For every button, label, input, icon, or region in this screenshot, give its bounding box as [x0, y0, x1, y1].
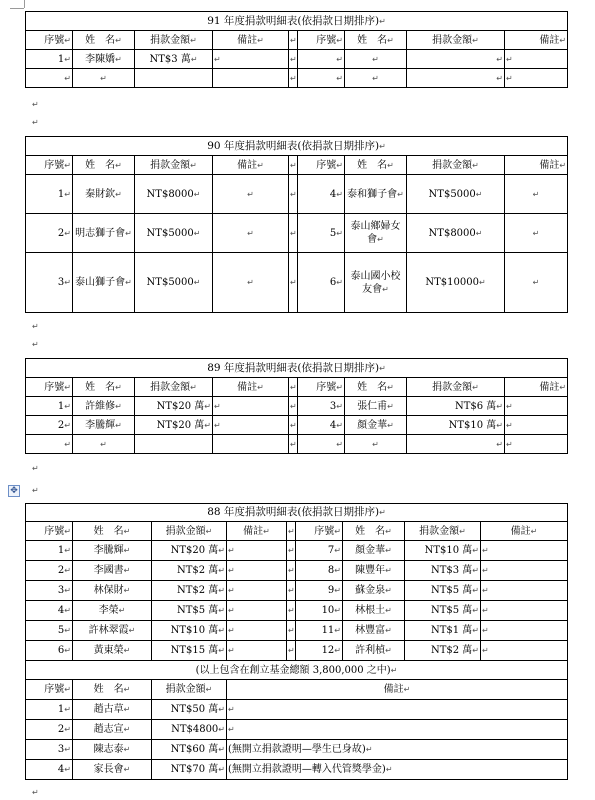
split-cell: ↵ [289, 253, 298, 313]
row-amount: NT$2 萬↵ [405, 641, 481, 661]
row-remark: ↵ [505, 397, 568, 416]
header-cell: 序號↵ [26, 378, 73, 397]
split-cell: ↵ [289, 416, 298, 435]
header-cell: 備註↵ [505, 156, 568, 175]
header-cell: 姓 名↵ [73, 522, 152, 541]
header-cell: 序號↵ [296, 522, 343, 541]
row-remark: ↵ [213, 397, 289, 416]
row-no: 1↵ [26, 175, 73, 214]
row-remark: ↵ [505, 175, 568, 214]
row-no: 10↵ [296, 601, 343, 621]
paragraph-mark: ↵ [32, 788, 39, 797]
row-name: 李騰輝↵ [73, 416, 135, 435]
row-name: 許維修↵ [73, 397, 135, 416]
row-amount: NT$3 萬↵ [135, 50, 213, 69]
row-remark: ↵ [213, 50, 289, 69]
header-cell: 捐款金額↵ [407, 156, 505, 175]
split-cell: ↵ [287, 601, 296, 621]
row-remark: ↵ [227, 561, 287, 581]
split-cell: ↵ [289, 31, 298, 50]
row-amount: NT$8000↵ [407, 214, 505, 253]
header-cell: 姓 名↵ [345, 156, 407, 175]
row-no: 1↵ [26, 700, 73, 720]
row-amount: NT$5000↵ [135, 214, 213, 253]
row-name: 陳豐年↵ [343, 561, 405, 581]
table-89-header [26, 378, 568, 397]
paragraph-mark: ↵ [32, 340, 39, 349]
table-row [26, 720, 568, 740]
row-remark: ↵ [481, 601, 568, 621]
row-remark: ↵ [227, 601, 287, 621]
row-amount: NT$20 萬↵ [135, 416, 213, 435]
table-move-handle[interactable]: ✥ [8, 485, 20, 497]
header-cell: 姓 名↵ [73, 156, 135, 175]
row-amount: NT$2 萬↵ [152, 581, 227, 601]
row-amount: NT$70 萬↵ [152, 760, 227, 780]
split-cell: ↵ [289, 50, 298, 69]
row-remark: (無開立捐款證明—轉入代管獎學金)↵ [227, 760, 568, 780]
row-amount: NT$10 萬↵ [407, 416, 505, 435]
header-cell: 捐款金額↵ [405, 522, 481, 541]
header-cell: 捐款金額↵ [152, 680, 227, 700]
row-amount: NT$2 萬↵ [152, 561, 227, 581]
paragraph-mark: ↵ [32, 322, 39, 331]
row-amount: NT$50 萬↵ [152, 700, 227, 720]
row-name: 趙志宣↵ [73, 720, 152, 740]
row-amount: NT$10 萬↵ [405, 541, 481, 561]
header-cell: 姓 名↵ [345, 378, 407, 397]
row-name: 趙古草↵ [73, 700, 152, 720]
row-name: 泰山鄉婦女會↵ [345, 214, 407, 253]
row-remark: ↵ [213, 214, 289, 253]
row-remark: ↵ [481, 641, 568, 661]
row-no: 3↵ [26, 740, 73, 760]
row-no: 1↵ [26, 50, 73, 69]
split-cell: ↵ [287, 541, 296, 561]
header-cell: 序號↵ [298, 378, 345, 397]
header-cell: 姓 名↵ [345, 31, 407, 50]
row-name: 家長會↵ [73, 760, 152, 780]
table-row-empty: ↵ ↵ ↵ ↵ ↵ ↵ ↵ [26, 69, 568, 88]
row-no: 3↵ [26, 253, 73, 313]
split-cell: ↵ [289, 214, 298, 253]
row-remark: ↵ [227, 541, 287, 561]
header-cell: 捐款金額↵ [135, 156, 213, 175]
header-cell: 姓 名↵ [73, 680, 152, 700]
header-cell: 姓 名↵ [343, 522, 405, 541]
page-margin-corner-h [10, 8, 24, 9]
table-91-title: 91 年度捐款明細表(依捐款日期排序)↵ [26, 12, 568, 31]
header-cell: 備註↵ [505, 378, 568, 397]
header-cell: 姓 名↵ [73, 31, 135, 50]
table-row [26, 175, 568, 214]
split-cell: ↵ [289, 156, 298, 175]
row-remark: ↵ [481, 621, 568, 641]
row-no: 6↵ [298, 253, 345, 313]
table-91-header [26, 31, 568, 50]
table-row-empty: ↵ ↵ ↵ ↵ ↵ ↵ ↵ [26, 435, 568, 454]
row-remark: ↵ [227, 641, 287, 661]
row-amount: NT$20 萬↵ [152, 541, 227, 561]
row-no: 7↵ [296, 541, 343, 561]
table-row [26, 581, 568, 601]
row-name: 秦財欽↵ [73, 175, 135, 214]
row-amount: NT$4800↵ [152, 720, 227, 740]
row-no: 3↵ [26, 581, 73, 601]
table-90-title: 90 年度捐款明細表(依捐款日期排序)↵ [26, 137, 568, 156]
header-cell: 序號↵ [298, 31, 345, 50]
row-name: 陳志泰↵ [73, 740, 152, 760]
row-amount: ↵ [407, 50, 505, 69]
row-amount: NT$6 萬↵ [407, 397, 505, 416]
row-amount: NT$5 萬↵ [152, 601, 227, 621]
table-row [26, 561, 568, 581]
row-no: 2↵ [26, 720, 73, 740]
header-cell: 備註↵ [505, 31, 568, 50]
row-remark: ↵ [505, 253, 568, 313]
row-name: 李陳嬌↵ [73, 50, 135, 69]
row-name: 顏金華↵ [345, 416, 407, 435]
row-remark: ↵ [481, 581, 568, 601]
row-no: 9↵ [296, 581, 343, 601]
paragraph-mark: ↵ [32, 100, 39, 109]
row-amount: NT$10 萬↵ [152, 621, 227, 641]
table-row [26, 621, 568, 641]
row-no: 5↵ [26, 621, 73, 641]
row-name: 蘇金泉↵ [343, 581, 405, 601]
row-remark: ↵ [213, 416, 289, 435]
row-remark: ↵ [481, 561, 568, 581]
table-89 [25, 358, 568, 454]
row-name: 林保財↵ [73, 581, 152, 601]
table-row [26, 253, 568, 313]
header-cell: 序號↵ [26, 156, 73, 175]
split-cell: ↵ [289, 378, 298, 397]
table-row [26, 416, 568, 435]
row-name: 泰山獅子會↵ [73, 253, 135, 313]
header-cell: 序號↵ [298, 156, 345, 175]
row-name: 李榮↵ [73, 601, 152, 621]
table-row [26, 760, 568, 780]
row-amount: NT$5 萬↵ [405, 581, 481, 601]
row-no: 6↵ [26, 641, 73, 661]
header-cell: 序號↵ [26, 522, 73, 541]
table-row [26, 740, 568, 760]
header-cell: 捐款金額↵ [152, 522, 227, 541]
table-90-header [26, 156, 568, 175]
row-no: 4↵ [26, 760, 73, 780]
row-name: 林豐富↵ [343, 621, 405, 641]
row-no: ↵ [298, 50, 345, 69]
table-row [26, 601, 568, 621]
paragraph-mark: ↵ [32, 118, 39, 127]
row-no: 1↵ [26, 541, 73, 561]
table-88-title: 88 年度捐款明細表(依捐款日期排序)↵ [26, 504, 568, 522]
row-name: 李騰輝↵ [73, 541, 152, 561]
row-name: 李國書↵ [73, 561, 152, 581]
header-cell: 備註↵ [213, 156, 289, 175]
row-amount: NT$5000↵ [407, 175, 505, 214]
row-amount: NT$5 萬↵ [405, 601, 481, 621]
table-88-header [26, 522, 568, 541]
row-no: 2↵ [26, 416, 73, 435]
row-remark: ↵ [227, 700, 568, 720]
header-cell: 捐款金額↵ [135, 31, 213, 50]
table-88 [25, 503, 568, 780]
header-cell: 序號↵ [26, 680, 73, 700]
table-note-row [26, 661, 568, 680]
split-cell: ↵ [287, 522, 296, 541]
row-amount: NT$3 萬↵ [405, 561, 481, 581]
table-row [26, 50, 568, 69]
table-row [26, 541, 568, 561]
row-name: 林根土↵ [343, 601, 405, 621]
split-cell: ↵ [289, 397, 298, 416]
header-cell: 備註↵ [213, 378, 289, 397]
header-cell: 備註↵ [227, 522, 287, 541]
row-name: 顏金華↵ [343, 541, 405, 561]
row-amount: NT$10000↵ [407, 253, 505, 313]
row-name: 張仁甫↵ [345, 397, 407, 416]
row-name: 泰山國小校友會↵ [345, 253, 407, 313]
row-amount: NT$5000↵ [135, 253, 213, 313]
row-no: 2↵ [26, 214, 73, 253]
table-91 [25, 11, 568, 88]
table-row [26, 641, 568, 661]
row-no: 4↵ [298, 175, 345, 214]
split-cell: ↵ [289, 175, 298, 214]
row-name: 許利楨↵ [343, 641, 405, 661]
row-no: 3↵ [298, 397, 345, 416]
row-amount: NT$8000↵ [135, 175, 213, 214]
row-remark: ↵ [505, 214, 568, 253]
row-no: 2↵ [26, 561, 73, 581]
row-amount: NT$1 萬↵ [405, 621, 481, 641]
fund-note: (以上包含在創立基金總額 3,800,000 之中)↵ [26, 661, 568, 680]
row-no: 4↵ [26, 601, 73, 621]
header-cell: 捐款金額↵ [135, 378, 213, 397]
split-cell: ↵ [287, 561, 296, 581]
page-margin-corner [24, 0, 28, 8]
row-no: 4↵ [298, 416, 345, 435]
row-no: 5↵ [298, 214, 345, 253]
header-cell: 捐款金額↵ [407, 378, 505, 397]
header-cell: 序號↵ [26, 31, 73, 50]
row-remark: ↵ [227, 581, 287, 601]
row-name: 黃東榮↵ [73, 641, 152, 661]
table-row [26, 700, 568, 720]
header-cell: 姓 名↵ [73, 378, 135, 397]
split-cell: ↵ [287, 641, 296, 661]
row-name: 明志獅子會↵ [73, 214, 135, 253]
table-row [26, 214, 568, 253]
split-cell: ↵ [287, 621, 296, 641]
split-cell: ↵ [287, 581, 296, 601]
table-row [26, 397, 568, 416]
paragraph-mark: ↵ [32, 486, 39, 495]
row-amount: NT$20 萬↵ [135, 397, 213, 416]
row-name: 泰和獅子會↵ [345, 175, 407, 214]
row-name: ↵ [345, 50, 407, 69]
row-remark: ↵ [227, 621, 287, 641]
table-89-title: 89 年度捐款明細表(依捐款日期排序)↵ [26, 359, 568, 378]
row-remark: (無開立捐款證明—學生已身故)↵ [227, 740, 568, 760]
row-amount: NT$60 萬↵ [152, 740, 227, 760]
header-cell: 捐款金額↵ [407, 31, 505, 50]
row-remark: ↵ [505, 50, 568, 69]
row-remark: ↵ [505, 416, 568, 435]
row-no: 11↵ [296, 621, 343, 641]
row-remark: ↵ [481, 541, 568, 561]
table-90 [25, 136, 568, 313]
row-name: 許林翠霞↵ [73, 621, 152, 641]
row-no: 8↵ [296, 561, 343, 581]
row-remark: ↵ [213, 253, 289, 313]
header-cell: 備註↵ [213, 31, 289, 50]
header-cell: 備註↵ [481, 522, 568, 541]
header-cell: 備註↵ [227, 680, 568, 700]
row-amount: NT$15 萬↵ [152, 641, 227, 661]
row-no: 12↵ [296, 641, 343, 661]
row-no: 1↵ [26, 397, 73, 416]
row-remark: ↵ [213, 175, 289, 214]
row-remark: ↵ [227, 720, 568, 740]
paragraph-mark: ↵ [32, 464, 39, 473]
table-88-header-2 [26, 680, 568, 700]
